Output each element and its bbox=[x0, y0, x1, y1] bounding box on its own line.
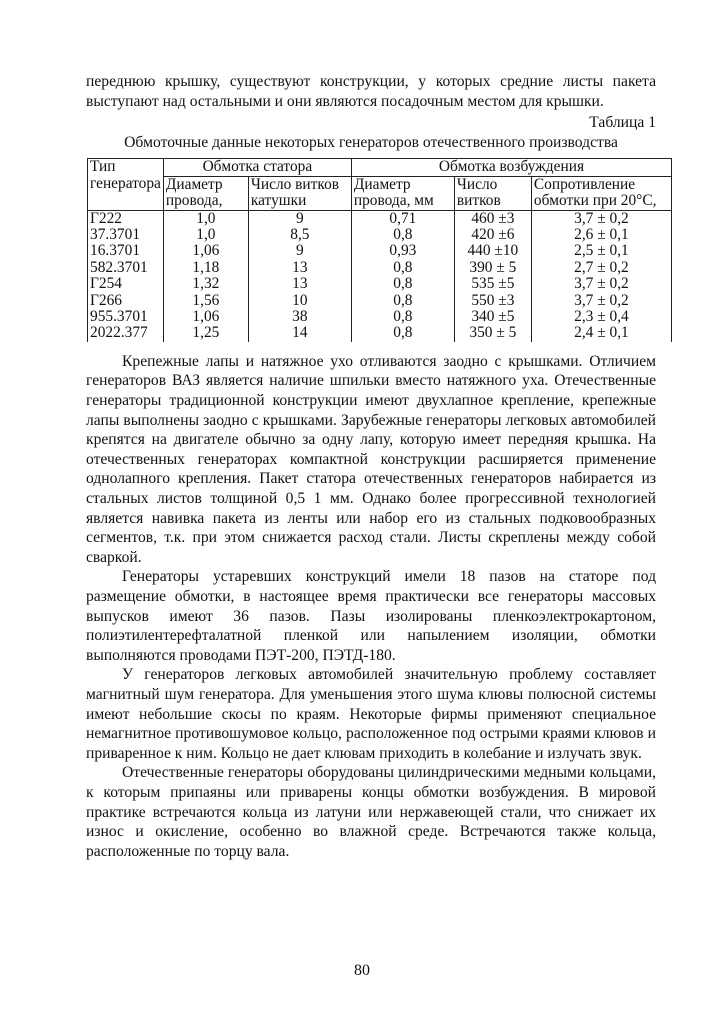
cell-generator-type: 2022.377 bbox=[88, 325, 164, 341]
page-number: 80 bbox=[354, 962, 370, 979]
table-cell: 10 bbox=[248, 293, 351, 309]
table-cell: 1,0 bbox=[163, 227, 248, 243]
table-row bbox=[88, 227, 672, 243]
table-row bbox=[88, 276, 672, 292]
table-cell: 1,25 bbox=[163, 325, 248, 341]
table-cell: 2,6 ± 0,1 bbox=[531, 227, 671, 243]
intro-paragraph: переднюю крышку, существуют конструкции, у которых средние листы пакета выступают над остальными и они являются посадочным местом для крышки. bbox=[86, 73, 656, 110]
table-cell: 0,8 bbox=[351, 293, 454, 309]
table-cell: 8,5 bbox=[248, 227, 351, 243]
table-caption: Обмоточные данные некоторых генераторов отечественного производства bbox=[124, 133, 618, 151]
table-cell: 13 bbox=[248, 276, 351, 292]
cell-generator-type: Г222 bbox=[88, 210, 164, 227]
col-header-exc-diameter: Диаметр провода, мм bbox=[351, 176, 454, 210]
table-cell: 535 ±5 bbox=[454, 276, 531, 292]
table-cell: 38 bbox=[248, 309, 351, 325]
table-cell: 9 bbox=[248, 243, 351, 259]
page-content bbox=[86, 72, 656, 861]
col-group-stator: Обмотка статора bbox=[163, 159, 351, 176]
paragraph: Генераторы устаревших конструкций имели 18 пазов на статоре под размещение обмотки, в настоящее время практически все генераторы массовых выпусков имеют 36 пазов. Пазы изолированы пленкоэлектрокартоном, полиэтилентерефталатной пленкой или напылением изоляции, обмотки выполняются проводами ПЭТ-200, ПЭТД-180. bbox=[86, 568, 656, 664]
table-cell: 0,8 bbox=[351, 276, 454, 292]
table-cell: 0,71 bbox=[351, 210, 454, 227]
table-cell: 13 bbox=[248, 260, 351, 276]
cell-generator-type: Г254 bbox=[88, 276, 164, 292]
paragraph: Отечественные генераторы оборудованы цилиндрическими медными кольцами, к которым припаяны или приварены концы обмотки возбуждения. В мировой практике встречаются кольца из латуни или нержавеющей стали, что снижает их износ и окисление, особенно во влажной среде. Встречаются также кольца, расположенные по торцу вала. bbox=[86, 764, 656, 860]
cell-generator-type: Г266 bbox=[88, 293, 164, 309]
table-cell: 420 ±6 bbox=[454, 227, 531, 243]
cell-generator-type: 582.3701 bbox=[88, 260, 164, 276]
table-cell: 550 ±3 bbox=[454, 293, 531, 309]
table-cell: 2,3 ± 0,4 bbox=[531, 309, 671, 325]
table-cell: 1,06 bbox=[163, 309, 248, 325]
table-cell: 0,8 bbox=[351, 227, 454, 243]
table-row bbox=[88, 309, 672, 325]
table-cell: 2,7 ± 0,2 bbox=[531, 260, 671, 276]
table-cell: 14 bbox=[248, 325, 351, 341]
table-cell: 0,8 bbox=[351, 309, 454, 325]
paragraph: Крепежные лапы и натяжное ухо отливаются заодно с крышками. Отличием генераторов ВАЗ является наличие шпильки вместо натяжного уха. Отечественные генераторы традиционной конструкции имеют двухлапное крепление, крепежные лапы выполнены заодно с крышками. Зарубежные генераторы легковых автомобилей крепятся на двигателе обычно за одну лапу, которую имеет передняя крышка. На отечественных генераторах компактной конструкции расширяется применение однолапного крепления. Пакет статора отечественных генераторов набирается из стальных листов толщиной 0,5 1 мм. Однако более прогрессивной технологией является навивка пакета из ленты или набор его из стальных подковообразных сегментов, т.к. при этом снижается расход стали. Листы скреплены между собой сваркой. bbox=[86, 352, 656, 566]
col-header-stator-diameter: Диаметр провода, bbox=[163, 176, 248, 210]
table-row bbox=[88, 260, 672, 276]
table-row bbox=[88, 293, 672, 309]
cell-generator-type: 37.3701 bbox=[88, 227, 164, 243]
table-cell: 390 ± 5 bbox=[454, 260, 531, 276]
table-cell: 3,7 ± 0,2 bbox=[531, 293, 671, 309]
table-cell: 1,56 bbox=[163, 293, 248, 309]
table-row bbox=[88, 325, 672, 341]
table-cell: 440 ±10 bbox=[454, 243, 531, 259]
table-cell: 2,4 ± 0,1 bbox=[531, 325, 671, 341]
cell-generator-type: 955.3701 bbox=[88, 309, 164, 325]
table-body bbox=[88, 210, 672, 342]
cell-generator-type: 16.3701 bbox=[88, 243, 164, 259]
table-row bbox=[88, 210, 672, 227]
table-cell: 1,0 bbox=[163, 210, 248, 227]
table-cell: 0,8 bbox=[351, 325, 454, 341]
table-cell: 9 bbox=[248, 210, 351, 227]
table-cell: 1,32 bbox=[163, 276, 248, 292]
table-cell: 350 ± 5 bbox=[454, 325, 531, 341]
table-cell: 3,7 ± 0,2 bbox=[531, 276, 671, 292]
table-cell: 0,8 bbox=[351, 260, 454, 276]
col-header-stator-turns: Число витков катушки bbox=[248, 176, 351, 210]
table-row bbox=[88, 243, 672, 259]
table-label: Таблица 1 bbox=[589, 114, 656, 132]
table-cell: 1,06 bbox=[163, 243, 248, 259]
table-cell: 1,18 bbox=[163, 260, 248, 276]
table-cell: 2,5 ± 0,1 bbox=[531, 243, 671, 259]
table-cell: 340 ±5 bbox=[454, 309, 531, 325]
col-header-type: Тип генератора bbox=[88, 159, 164, 210]
paragraph: У генераторов легковых автомобилей значительную проблему составляет магнитный шум генератора. Для уменьшения этого шума клювы полюсной системы имеют небольшие скосы по краям. Некоторые фирмы применяют специальное немагнитное противошумовое кольцо, расположенное под острыми краями клювов и приваренное к ним. Кольцо не дает клювам приходить в колебание и излучать звук. bbox=[86, 666, 656, 762]
table-cell: 0,93 bbox=[351, 243, 454, 259]
col-header-resistance: Сопротивление обмотки при 20°С, bbox=[531, 176, 671, 210]
table-cell: 3,7 ± 0,2 bbox=[531, 210, 671, 227]
col-group-excitation: Обмотка возбуждения bbox=[351, 159, 671, 176]
winding-data-table bbox=[87, 158, 672, 341]
col-header-exc-turns: Число витков bbox=[454, 176, 531, 210]
table-cell: 460 ±3 bbox=[454, 210, 531, 227]
